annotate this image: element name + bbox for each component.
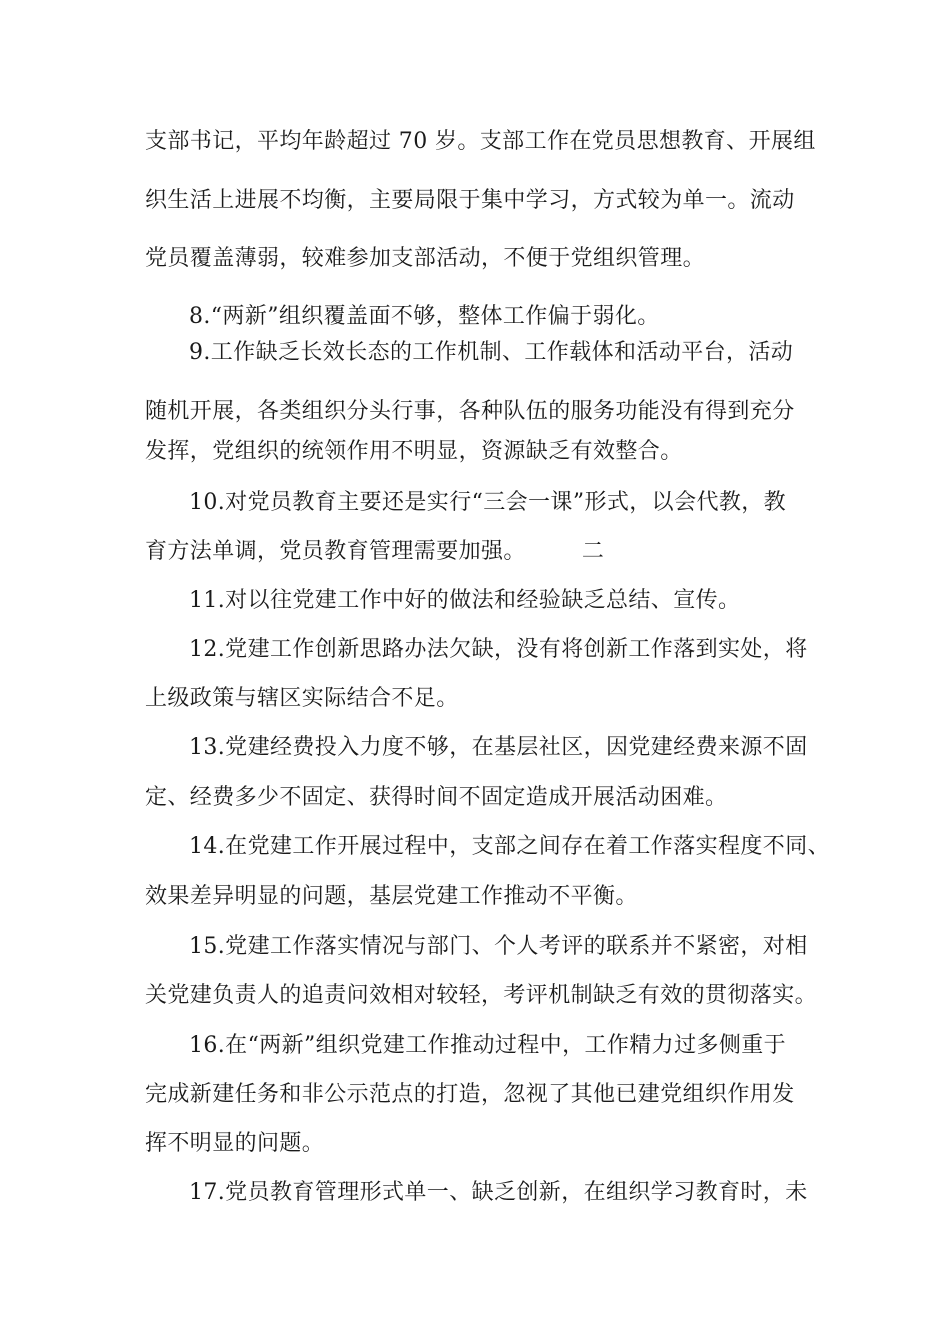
- text-line: 上级政策与辖区实际结合不足。: [145, 686, 459, 711]
- text-line-with-stray: [145, 538, 604, 566]
- list-item-10: 10.对党员教育主要还是实行“三会一课”形式，以会代教，教: [189, 490, 787, 515]
- text-line: 发挥，党组织的统领作用不明显，资源缺乏有效整合。: [145, 439, 683, 464]
- list-item-15: 15.党建工作落实情况与部门、个人考评的联系并不紧密，对相: [189, 934, 808, 959]
- list-item-16: 16.在“两新”组织党建工作推动过程中，工作精力过多侧重于: [189, 1033, 787, 1058]
- list-item-11: 11.对以往党建工作中好的做法和经验缺乏总结、宣传。: [189, 588, 741, 613]
- text-line: 支部书记，平均年龄超过 70 岁。支部工作在党员思想教育、开展组: [145, 129, 816, 154]
- stray-character: 二: [581, 539, 605, 564]
- list-item-14: 14.在党建工作开展过程中，支部之间存在着工作落实程度不同、: [189, 834, 830, 859]
- list-item-9: 9.工作缺乏长效长态的工作机制、工作载体和活动平台，活动: [189, 340, 794, 365]
- text-line: 完成新建任务和非公示范点的打造，忽视了其他已建党组织作用发: [145, 1082, 795, 1107]
- text-line: 定、经费多少不固定、获得时间不固定造成开展活动困难。: [145, 785, 728, 810]
- list-item-17: 17.党员教育管理形式单一、缺乏创新，在组织学习教育时，未: [189, 1180, 808, 1205]
- text-line: 挥不明显的问题。: [145, 1131, 325, 1156]
- text-line: 随机开展，各类组织分头行事，各种队伍的服务功能没有得到充分: [145, 399, 795, 424]
- text-segment: 育方法单调，党员教育管理需要加强。: [145, 539, 526, 564]
- list-item-12: 12.党建工作创新思路办法欠缺，没有将创新工作落到实处，将: [189, 637, 808, 662]
- list-item-13: 13.党建经费投入力度不够，在基层社区，因党建经费来源不固: [189, 735, 808, 760]
- text-line: 效果差异明显的问题，基层党建工作推动不平衡。: [145, 884, 638, 909]
- text-line: 织生活上进展不均衡，主要局限于集中学习，方式较为单一。流动: [145, 188, 795, 213]
- text-line: 关党建负责人的追责问效相对较轻，考评机制缺乏有效的贯彻落实。: [145, 983, 818, 1008]
- list-item-8: 8.“两新”组织覆盖面不够，整体工作偏于弱化。: [189, 304, 660, 329]
- text-line: 党员覆盖薄弱，较难参加支部活动，不便于党组织管理。: [145, 246, 706, 271]
